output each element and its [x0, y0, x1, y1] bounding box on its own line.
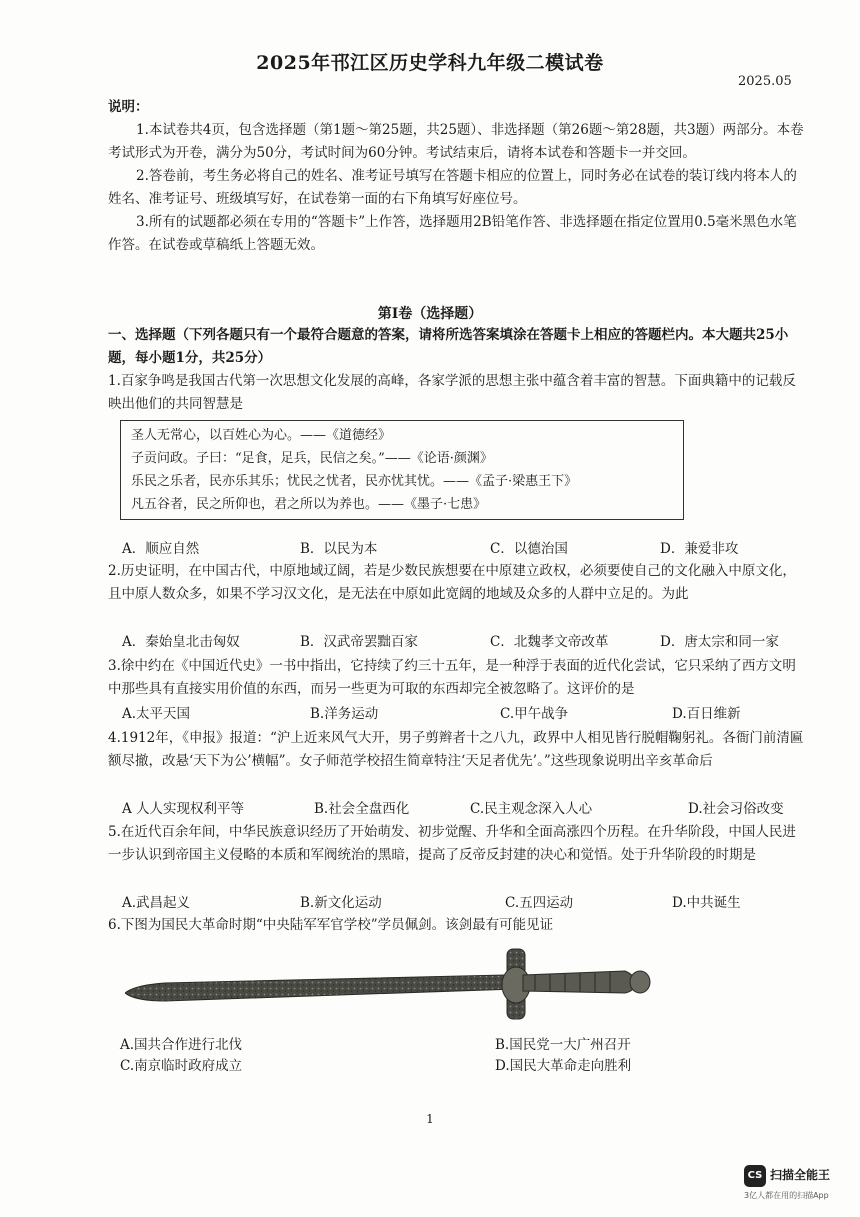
option-b: B．以民为本: [300, 541, 378, 557]
page-number: 1: [426, 1112, 434, 1126]
question-4-stem: 4.1912年，《申报》报道：“沪上近来风气大开，男子剪辫者十之八九，政界中人相见皆行脱帽鞠躬礼。各衙门前清匾额尽撤，改悬‘天下为公’横幅”。女子师范学校招生简章特注‘天足者优先’。”这些现象说明出辛亥革命后: [108, 730, 804, 769]
option-a: A．顺应自然: [122, 541, 200, 557]
quote-line: 凡五谷者，民之所仰也，君之所以为养也。——《墨子·七患》: [131, 497, 487, 512]
option-c: C.甲午战争: [500, 706, 569, 722]
option-c: C.南京临时政府成立: [120, 1058, 243, 1074]
option-a: A.国共合作进行北伐: [120, 1037, 243, 1053]
instruction-item: 1.本试卷共4页，包含选择题（第1题～第25题，共25题）、非选择题（第26题～第28题，共3题）两部分。本卷考试形式为开卷，满分为50分，考试时间为60分钟。考试结束后，请将本试卷和答题卡一并交回。: [108, 122, 804, 161]
question-2-stem: 2.历史证明，在中国古代，中原地域辽阔，若是少数民族想要在中原建立政权，必须要使自己的文化融入中原文化，且中原人数众多，如果不学习汉文化，是无法在中原如此宽阔的地域及众多的人群中立足的。为此: [108, 563, 796, 602]
option-a: A.武昌起义: [122, 895, 191, 911]
question-5-stem: 5.在近代百余年间，中华民族意识经历了开始萌发、初步觉醒、升华和全面高涨四个历程。在升华阶段，中国人民进一步认识到帝国主义侵略的本质和军阀统治的黑暗，提高了反帝反封建的决心和觉悟。处于升华阶段的时期是: [108, 824, 796, 863]
option-a: A．秦始皇北击匈奴: [122, 634, 240, 650]
question-3-stem: 3.徐中约在《中国近代史》一书中指出，它持续了约三十五年，是一种浮于表面的近代化尝试，它只采纳了西方文明中那些具有直接实用价值的东西，而另一些更为可取的东西却完全被忽略了。这评价的是: [108, 658, 796, 697]
option-a: A 人人实现权利平等: [122, 801, 245, 817]
option-d: D.国民大革命走向胜利: [495, 1058, 632, 1074]
quote-box: [120, 420, 684, 520]
option-c: C.民主观念深入人心: [470, 801, 593, 817]
option-c: C．以德治国: [490, 541, 568, 557]
quote-line: 圣人无常心，以百姓心为心。——《道德经》: [131, 428, 392, 443]
option-d: D．唐太宗和同一家: [660, 634, 779, 650]
app-name: 扫描全能王: [770, 1168, 831, 1182]
question-6-stem: 6.下图为国民大革命时期“中央陆军军官学校”学员佩剑。该剑最有可能见证: [108, 917, 554, 933]
app-tagline: 3亿人都在用的扫描App: [744, 1191, 829, 1200]
scanner-app-badge: [744, 1163, 840, 1203]
quote-line: 子贡问政。子曰：“足食，足兵，民信之矣。”——《论语·颜渊》: [131, 451, 493, 466]
question-1-stem: 1.百家争鸣是我国古代第一次思想文化发展的高峰，各家学派的思想主张中蕴含着丰富的智慧。下面典籍中的记载反映出他们的共同智慧是: [108, 373, 796, 412]
option-c: C．北魏孝文帝改革: [490, 634, 609, 650]
quote-line: 乐民之乐者，民亦乐其乐；忧民之忧者，民亦忧其忧。——《孟子·梁惠王下》: [131, 474, 578, 489]
part1-title: 第Ⅰ卷（选择题）: [377, 306, 483, 322]
option-b: B．汉武帝罢黜百家: [300, 634, 418, 650]
option-d: D．兼爱非攻: [660, 541, 739, 557]
option-b: B.国民党一大广州召开: [495, 1037, 631, 1053]
exam-date: 2025.05: [738, 74, 792, 89]
option-b: B.社会全盘西化: [314, 801, 410, 817]
exam-title: 2025年邗江区历史学科九年级二模试卷: [256, 52, 604, 74]
option-d: D.百日维新: [672, 706, 741, 722]
part1-intro: 一、选择题（下列各题只有一个最符合题意的答案，请将所选答案填涂在答题卡上相应的答题栏内。本大题共25小题，每小题1分，共25分）: [108, 327, 789, 366]
option-b: B.新文化运动: [300, 895, 382, 911]
option-b: B.洋务运动: [310, 706, 379, 722]
instruction-item: 3.所有的试题都必须在专用的“答题卡”上作答，选择题用2B铅笔作答、非选择题在指定位置用0.5毫米黑色水笔作答。在试卷或草稿纸上答题无效。: [108, 214, 797, 253]
option-c: C.五四运动: [505, 895, 574, 911]
option-a: A.太平天国: [122, 706, 191, 722]
instruction-item: 2.答卷前，考生务必将自己的姓名、准考证号填写在答题卡相应的位置上，同时务必在试卷的装订线内将本人的姓名、准考证号、班级填写好，在试卷第一面的右下角填写好座位号。: [108, 168, 797, 207]
instructions: [108, 96, 808, 257]
camscanner-logo-icon: CS: [744, 1165, 766, 1187]
option-d: D.中共诞生: [672, 895, 741, 911]
instructions-heading: 说明：: [108, 99, 149, 115]
option-d: D.社会习俗改变: [688, 801, 784, 817]
sword-photo: [125, 945, 665, 1025]
